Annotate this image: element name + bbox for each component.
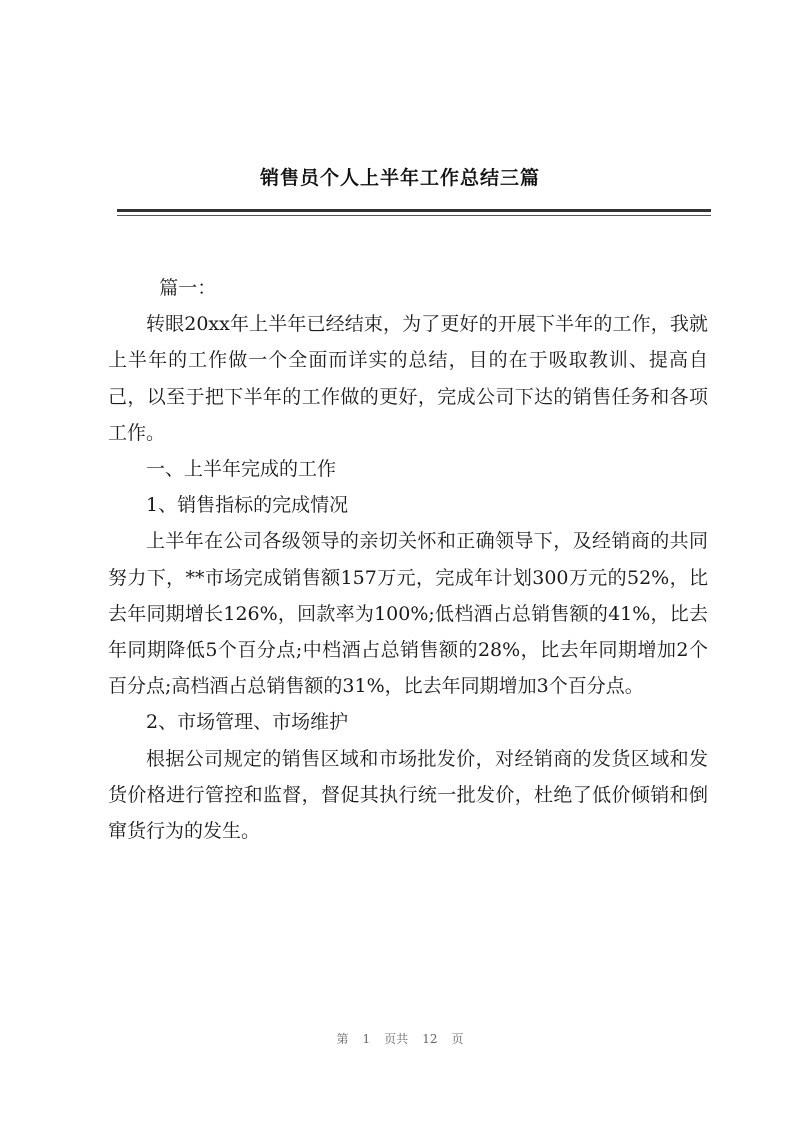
- heading-subsection-1: 1、销售指标的完成情况: [146, 494, 349, 517]
- paragraph-sales-results: 上半年在公司各级领导的亲切关怀和正确领导下，及经销商的共同努力下，**市场完成销售额157万元，完成年计划300万元的52%，比去年同期增长126%，回款率为100%;低档酒占总销售额的41%，比去年同期降低5个百分点;中档酒占总销售额的28%，比去年同期增加2个百分点;高档酒占总销售额的31%，比去年同期增加3个百分点。: [108, 530, 708, 698]
- paragraph-intro: 转眼20xx年上半年已经结束，为了更好的开展下半年的工作，我就上半年的工作做一个全面而详实的总结，目的在于吸取教训、提高自己，以至于把下半年的工作做的更好，完成公司下达的销售任务和各项工作。: [108, 313, 708, 444]
- document-title: 销售员个人上半年工作总结三篇: [259, 167, 540, 189]
- document-body: [108, 270, 708, 849]
- paragraph-market-management: 根据公司规定的销售区域和市场批发价，对经销商的发货区域和发货价格进行管控和监督，督促其执行统一批发价，杜绝了低价倾销和倒窜货行为的发生。: [108, 747, 708, 843]
- footer-mid: 页共: [384, 1032, 409, 1046]
- footer-total-pages: 12: [422, 1032, 438, 1046]
- footer-current-page: 1: [362, 1032, 371, 1046]
- footer-prefix: 第: [336, 1032, 349, 1046]
- heading-section-1: 一、上半年完成的工作: [146, 458, 337, 481]
- heading-subsection-2: 2、市场管理、市场维护: [146, 711, 349, 734]
- title-divider-thin: [117, 215, 711, 216]
- page-footer: [0, 1030, 800, 1047]
- footer-suffix: 页: [451, 1032, 464, 1046]
- title-divider: [117, 209, 711, 212]
- section-label: 篇一：: [159, 277, 217, 299]
